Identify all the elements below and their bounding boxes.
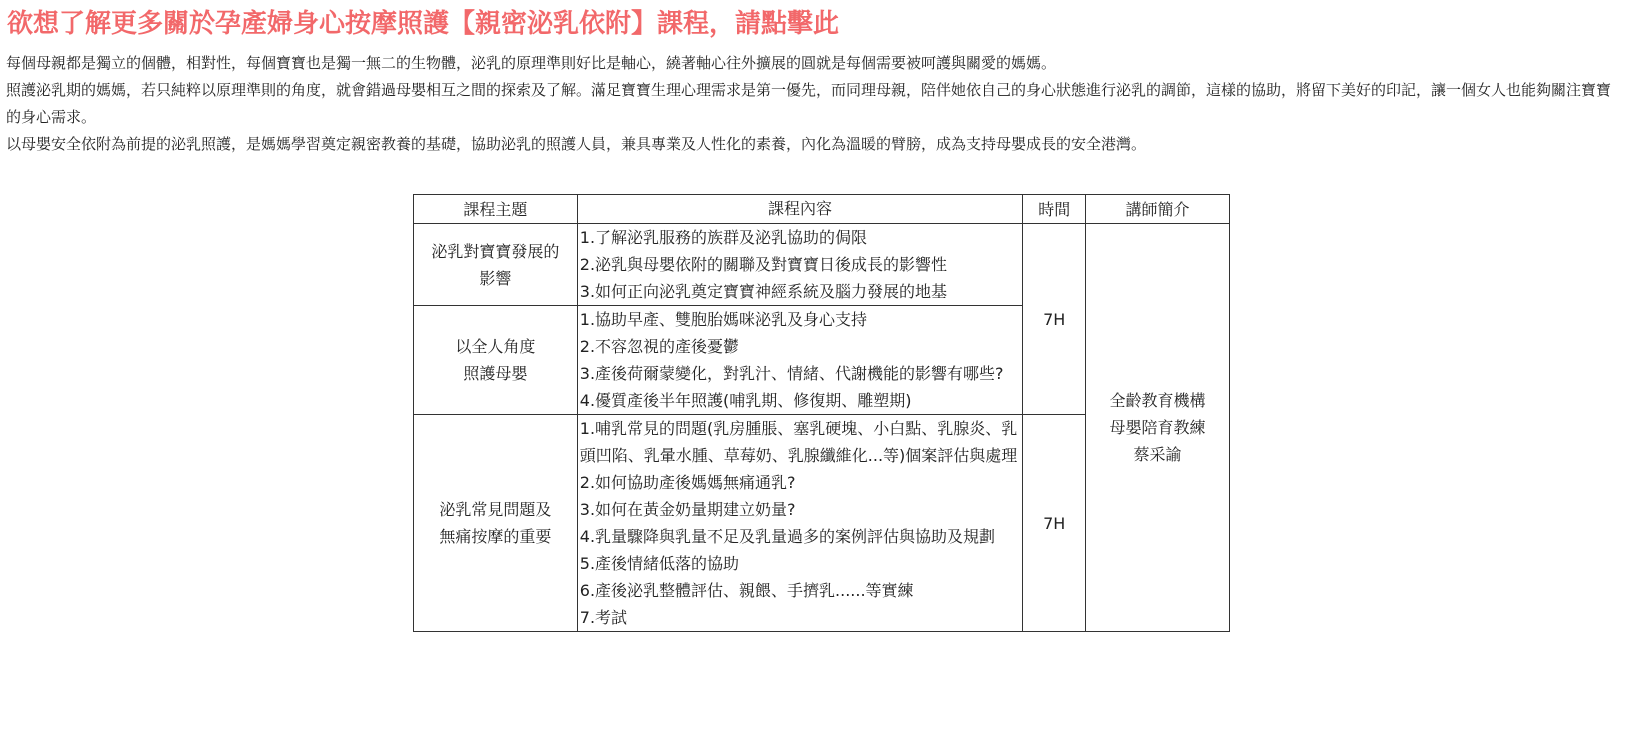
content-item: 2.如何協助產後媽媽無痛通乳? — [579, 473, 796, 492]
header-content: 課程內容 — [577, 195, 1023, 224]
course-info-link[interactable]: 欲想了解更多關於孕產婦身心按摩照護【親密泌乳依附】課程，請點擊此 — [7, 9, 840, 39]
header-teacher: 講師簡介 — [1086, 195, 1230, 224]
content-item: 5.產後情緒低落的協助 — [579, 554, 740, 573]
topic-line: 照護母嬰 — [463, 364, 528, 383]
content-cell — [577, 224, 1023, 306]
teacher-line: 母嬰陪育教練 — [1109, 418, 1206, 437]
content-item: 7.考試 — [579, 608, 628, 627]
content-item: 2.泌乳與母嬰依附的關聯及對寶寶日後成長的影響性 — [579, 255, 948, 274]
table-header-row — [414, 195, 1230, 224]
intro-paragraph: 以母嬰安全依附為前提的泌乳照護，是媽媽學習奠定親密教養的基礎，協助泌乳的照護人員，兼具專業及人性化的素養，內化為溫暖的臂膀，成為支持母嬰成長的安全港灣。 — [6, 135, 1147, 153]
topic-cell — [414, 306, 578, 415]
content-item: 3.如何正向泌乳奠定寶寶神經系統及腦力發展的地基 — [579, 282, 948, 301]
topic-line: 無痛按摩的重要 — [439, 527, 552, 546]
topic-cell — [414, 415, 578, 632]
time-cell: 7H — [1023, 224, 1086, 415]
content-item: 4.優質產後半年照護(哺乳期、修復期、雕塑期) — [579, 391, 912, 410]
topic-line: 泌乳常見問題及 — [439, 500, 552, 519]
content-cell — [577, 415, 1023, 632]
intro-text — [6, 50, 1624, 158]
table-row — [414, 224, 1230, 306]
content-item: 2.不容忽視的產後憂鬱 — [579, 337, 740, 356]
content-item: 3.產後荷爾蒙變化，對乳汁、情緒、代謝機能的影響有哪些? — [579, 364, 1004, 383]
intro-paragraph: 每個母親都是獨立的個體，相對性，每個寶寶也是獨一無二的生物體，泌乳的原理準則好比是軸心，繞著軸心往外擴展的圓就是每個需要被呵護與關愛的媽媽。 — [6, 54, 1057, 72]
course-table — [413, 194, 1230, 632]
topic-line: 以全人角度 — [455, 337, 536, 356]
intro-paragraph: 照護泌乳期的媽媽，若只純粹以原理準則的角度，就會錯過母嬰相互之間的探索及了解。滿足寶寶生理心理需求是第一優先，而同理母親，陪伴她依自己的身心狀態進行泌乳的調節，這樣的協助，將留下美好的印記，讓一個女人也能夠關注寶寶的身心需求。 — [6, 81, 1612, 126]
topic-line: 影響 — [479, 268, 512, 288]
time-cell: 7H — [1023, 415, 1086, 632]
teacher-line: 全齡教育機構 — [1109, 391, 1206, 410]
content-item: 1.哺乳常見的問題(乳房腫脹、塞乳硬塊、小白點、乳腺炎、乳頭凹陷、乳暈水腫、草莓奶、乳腺纖維化...等)個案評估與處理 — [579, 419, 1018, 465]
header-time: 時間 — [1023, 195, 1086, 224]
content-item: 1.協助早產、雙胞胎媽咪泌乳及身心支持 — [579, 310, 868, 329]
teacher-line: 蔡采諭 — [1133, 445, 1182, 464]
content-item: 1.了解泌乳服務的族群及泌乳協助的侷限 — [579, 228, 868, 247]
header-topic: 課程主題 — [414, 195, 578, 224]
content-item: 4.乳量驟降與乳量不足及乳量過多的案例評估與協助及規劃 — [579, 527, 996, 546]
content-cell — [577, 306, 1023, 415]
topic-line: 泌乳對寶寶發展的 — [431, 241, 560, 261]
content-item: 3.如何在黃金奶量期建立奶量? — [579, 500, 796, 519]
teacher-cell — [1086, 224, 1230, 632]
topic-cell — [414, 224, 578, 306]
content-item: 6.產後泌乳整體評估、親餵、手擠乳......等實練 — [579, 581, 914, 600]
